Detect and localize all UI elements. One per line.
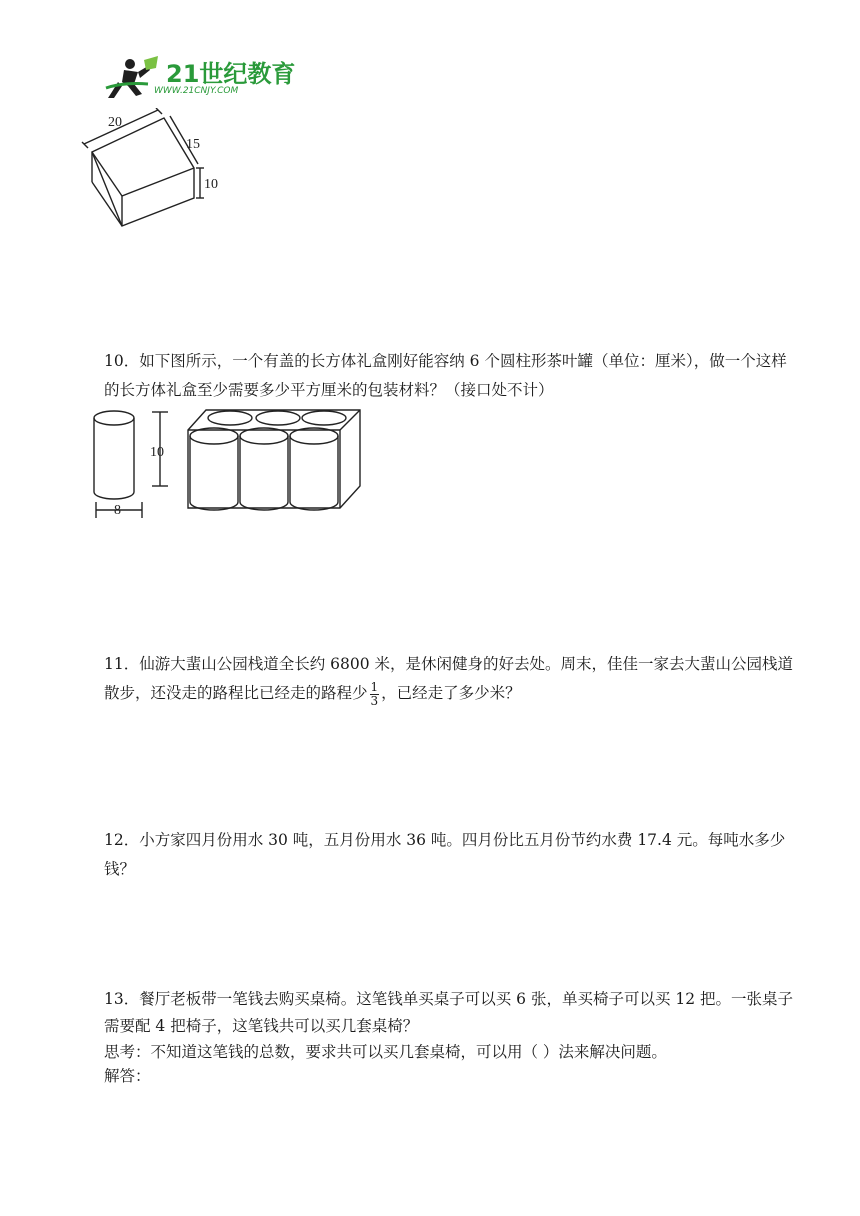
can-height-label: 10 [150, 445, 164, 460]
logo-text: 21世纪教育 [166, 60, 296, 88]
answer-label: 解答： [104, 1067, 151, 1085]
question-body [104, 986, 794, 1040]
question-text-end: ，已经走了多少米？ [381, 684, 521, 702]
can-diameter-label: 8 [114, 503, 121, 518]
cuboid-height-label: 10 [204, 177, 218, 192]
fraction [370, 681, 380, 708]
question-number: 11． [104, 655, 140, 673]
site-logo [104, 52, 296, 104]
runner-logo-icon [104, 52, 164, 104]
question-number: 10． [104, 352, 140, 370]
think-hint: 思考：不知道这笔钱的总数，要求共可以买几套桌椅，可以用（ ）法来解决问题。 [104, 1043, 667, 1061]
cuboid-width-label: 15 [186, 137, 200, 152]
question-10 [104, 347, 794, 405]
question-text: 如下图所示，一个有盖的长方体礼盒刚好能容纳 6 个圆柱形茶叶罐（单位：厘米），做一个这样的长方体礼盒至少需要多少平方厘米的包装材料？（接口处不计） [104, 352, 787, 399]
question-text: 小方家四月份用水 30 吨，五月份用水 36 吨。四月份比五月份节约水费 17.4 元。每吨水多少钱？ [104, 831, 786, 878]
question-number: 13． [104, 990, 140, 1008]
question-text: 餐厅老板带一笔钱去购买桌椅。这笔钱单买桌子可以买 6 张，单买椅子可以买 12 把。一张桌子需要配 4 把椅子，这笔钱共可以买几套桌椅？ [104, 990, 794, 1035]
question-13 [104, 986, 794, 1088]
cuboid-figure [74, 108, 234, 234]
fraction-denominator: 3 [370, 693, 379, 708]
fraction-numerator: 1 [370, 679, 379, 694]
question-11 [104, 650, 794, 708]
question-number: 12． [104, 831, 140, 849]
question-12 [104, 826, 794, 884]
cuboid-length-label: 20 [108, 115, 122, 130]
logo-url: WWW.21CNJY.COM [154, 86, 239, 96]
tea-can-figure [88, 406, 368, 528]
question-text: 仙游大蜚山公园栈道全长约 6800 米，是休闲健身的好去处。周末，佳佳一家去大蜚山公园栈道散步，还没走的路程比已经走的路程少 [104, 655, 794, 702]
